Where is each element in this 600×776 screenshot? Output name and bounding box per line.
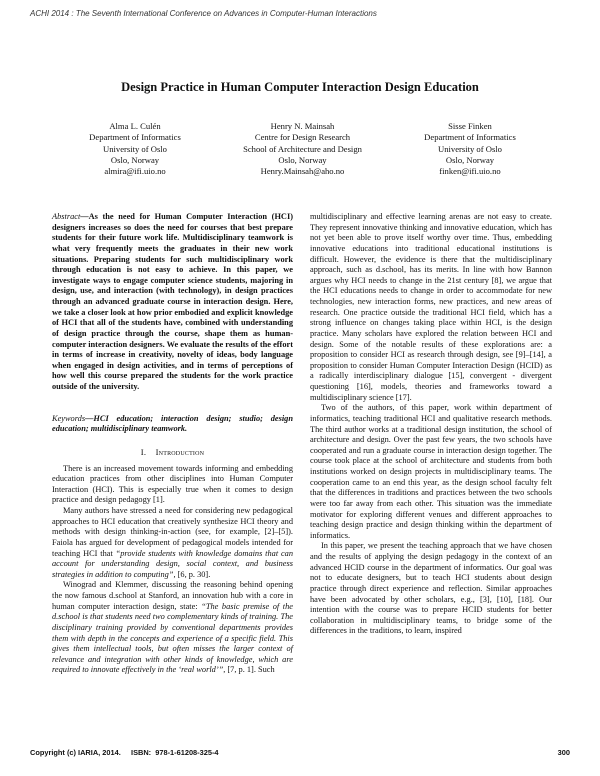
- author-email: almira@ifi.uio.no: [104, 166, 166, 177]
- author-department: Department of Informatics: [424, 132, 516, 143]
- section-number: I.: [140, 446, 147, 457]
- author-institution: University of Oslo: [103, 143, 167, 154]
- author-block-3: [390, 121, 550, 177]
- author-name: Henry N. Mainsah: [270, 121, 335, 131]
- left-column: [52, 212, 293, 676]
- abstract-label: Abstract: [52, 212, 81, 221]
- author-name: Alma L. Culén: [109, 121, 161, 131]
- author-block-1: [55, 121, 215, 177]
- keywords: [52, 414, 293, 435]
- author-institution: School of Architecture and Design: [243, 143, 362, 154]
- body-paragraph-continued: multidisciplinary and effective learning arenas are not easy to create. They represent innovative thinking and innovative education, which has not yet been able to prove itself worthy over time. Thus, embedding innovative educations into traditional educational institutions is difficult. However, the evidence is there that the multidisciplinary approach, such as d.school, has its merits. In line with how Bannon argues why HCI needs to change in the 21st century [8], we argue that the HCI educations needs to change in order to accommodate for new technologies, new interaction forms, new practices, and new areas of research. One practice outside the traditional HCI field, which has a strong influence on changes taking place within HCI, is the design practice. Many scholars have explored the relation between HCI and design. Some of the notable results of these explorations are: a proposition to consider HCI as research through design, see [9]–[14], a proposition to consider Human Computer Interaction Design (HCID) as a radically interdisciplinary dialogue [15], convergent - divergent questioning [16], models, theories and frameworks toward a multidisciplinary science [17].: [310, 212, 552, 402]
- author-city: Oslo, Norway: [110, 154, 160, 165]
- author-email: finken@ifi.uio.no: [439, 166, 501, 177]
- abstract: [52, 212, 293, 393]
- author-block-2: [215, 121, 390, 177]
- keywords-text: HCI education; interaction design; studio; design education; multidisciplinary teamwork.: [52, 413, 293, 434]
- author-city: Oslo, Norway: [445, 154, 495, 165]
- intro-paragraph-3: [52, 580, 293, 676]
- intro-paragraph-1: There is an increased movement towards informing and embedding education practices from other disciplines into Human Computer Interaction (HCI). This is especially true when it comes to design practice and design pedagogy [1].: [52, 463, 293, 505]
- body-paragraph-authors: Two of the authors, of this paper, work within department of informatics, teaching traditional HCI and qualitative research methods. The third author works at a traditional design institution, the school of architecture and design. Over the past few years, the two schools have cooperated and run a graduate course in interaction design together. The course took place at the school of architecture and students from both institutions worked on design projects in multidisciplinary teams. The cooperation came to an end this year, as the design school faculty felt that the differences in traditions and practices between the two schools were too far away from each other. This situation was the immediate motivator for exploring different venues and different approaches to teaching design practice and design thinking within the department of informatics.: [310, 403, 552, 540]
- body-paragraph-approach: In this paper, we present the teaching approach that we have chosen and the results of applying the design pedagogy in the context of an advanced HCID course in the department of informatics. Our goal was not to educate designers, but to teach HCI students about design practice through direct experience and reflection. Similar approaches have been advocated by other scholars, e.g., [3], [10], [18]. Our intention with the course was to prepare HCID students for better collaboration in multidisciplinary teams, to bridge some of the differences in the traditions, to learn, inspired: [310, 541, 552, 636]
- author-email: Henry.Mainsah@aho.no: [260, 166, 345, 177]
- running-header: ACHI 2014 : The Seventh International Conference on Advances in Computer-Human Interactions: [30, 9, 377, 18]
- author-department: Centre for Design Research: [254, 132, 351, 143]
- section-heading-introduction: [52, 447, 293, 458]
- citation: , [7, p. 1]. Such: [223, 665, 275, 675]
- right-column: [310, 212, 552, 637]
- section-title: Introduction: [155, 446, 205, 457]
- footer-copyright: Copyright (c) IARIA, 2014. ISBN: 978-1-61208-325-4: [30, 748, 219, 757]
- paragraph-text: Many authors have stressed a need for considering new pedagogical approaches to HCI education that creatively synthesize HCI theory and methods with design thinking-in-action (see, for example, [2]–[5]). Faiola has argued for development of pedagogical models intended for teaching HCI that: [52, 506, 293, 558]
- abstract-text: As the need for Human Computer Interaction (HCI) designers increases so does the need for courses that best prepare students for their future work life. Multidisciplinary teamwork is what very frequently meets the graduates in their new work situations. Preparing students for such multidisciplinary work through education is not easy to achieve. In this paper, we investigate ways to engage computer science students, majoring in design, use, and interaction (with technology), in design practices through an advanced graduate course in interaction design. Here, we take a closer look at how prior embodied and explicit knowledge of HCI that all of the students have, combined with understanding of design practice through the course, shape them as human-computer interaction designers. We evaluate the results of the effort in terms of increase in creativity, novelty of ideas, body language when engaged in design activities, and in terms of perceptions of how well this course prepared the students for the work practice outside of the university.: [52, 212, 293, 391]
- footer-page-number: 300: [557, 748, 570, 757]
- author-institution: University of Oslo: [438, 143, 502, 154]
- author-name: Sisse Finken: [448, 121, 492, 131]
- intro-paragraph-2: [52, 506, 293, 580]
- author-city: Oslo, Norway: [278, 154, 327, 165]
- keywords-dash: —: [85, 413, 94, 423]
- keywords-label: Keywords: [52, 413, 86, 423]
- paper-title: Design Practice in Human Computer Interaction Design Education: [121, 80, 479, 94]
- abstract-dash: —: [80, 212, 89, 221]
- paragraph-text: Winograd and Klemmer, discussing the reasoning behind opening the now famous d.school at Stanford, an innovation hub with a core in human computer interaction design, state:: [52, 580, 293, 611]
- citation: , [6, p. 30].: [173, 569, 211, 579]
- quotation: “The basic premise of the d.school is that students need two complementary kinds of training. The disciplinary training provided by conventional departments provides them with depth in the concepts and experience of a specific field. This gives them intellectual tools, but often misses the larger context of relevance and integration with other kinds of knowledge, which are required to innovate effectively in the ‘real world’”: [52, 601, 293, 675]
- author-department: Department of Informatics: [89, 132, 181, 143]
- quotation: “provide students with knowledge domains that can account for understanding design, social context, and business strategies in addition to computing”: [52, 548, 294, 579]
